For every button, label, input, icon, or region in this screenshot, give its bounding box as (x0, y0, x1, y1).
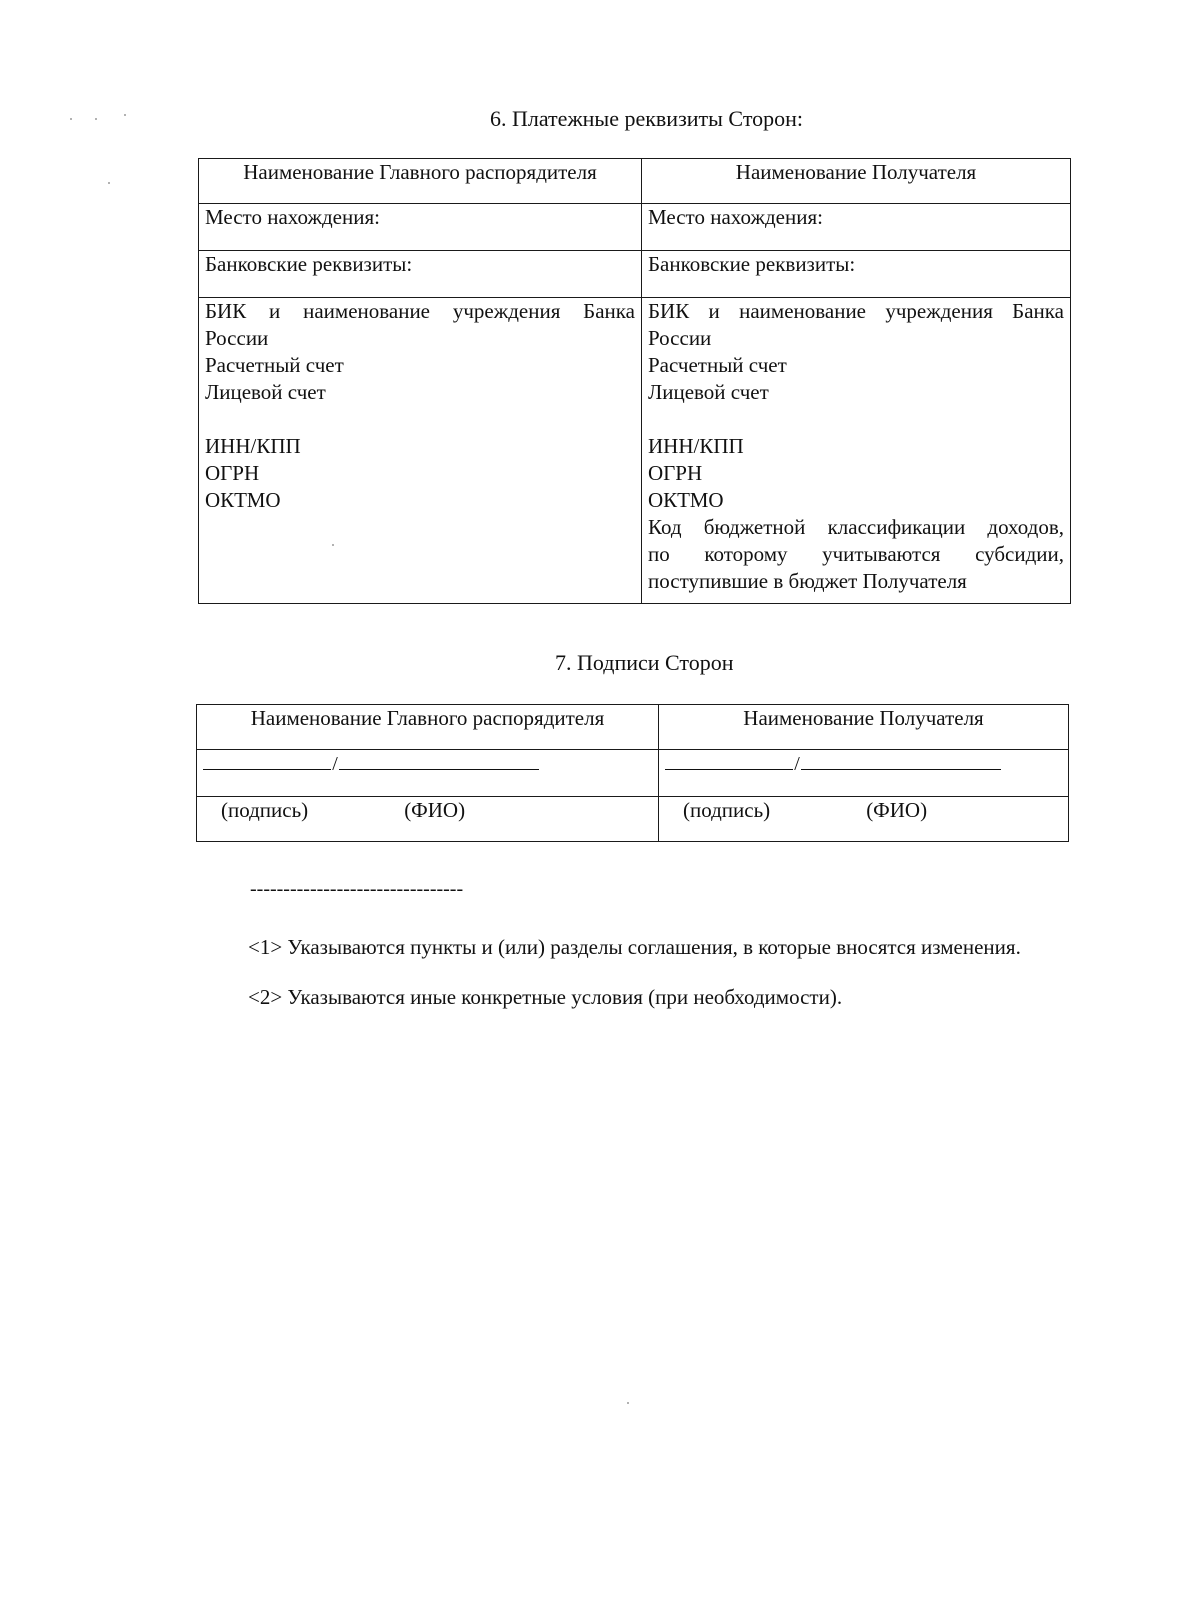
chief-administrator-name-label: Наименование Главного распорядителя (243, 160, 597, 184)
separator-slash: / (332, 753, 338, 775)
right-header-cell (642, 159, 1071, 204)
table-row (197, 750, 1069, 797)
section-6-title: 6. Платежные реквизиты Сторон: (490, 106, 804, 131)
scan-speck (108, 182, 110, 184)
footnote-2: <2> Указываются иные конкретные условия (при необходимости). (248, 985, 843, 1009)
scan-speck (124, 114, 126, 116)
signature-caption: (подпись) (221, 798, 309, 822)
ogrn-label: ОГРН (205, 461, 260, 485)
oktmo-label: ОКТМО (648, 488, 724, 512)
scan-speck (627, 1402, 629, 1404)
left-caption-cell (197, 797, 659, 842)
right-bank-cell (642, 251, 1071, 298)
ogrn-label: ОГРН (648, 461, 703, 485)
left-header-cell (197, 705, 659, 750)
section-7-title: 7. Подписи Сторон (555, 650, 734, 675)
recipient-name-label: Наименование Получателя (743, 706, 984, 730)
right-header-cell (659, 705, 1069, 750)
table-row (199, 298, 1071, 604)
signatures-table (196, 704, 1069, 842)
personal-account-label: Лицевой счет (648, 380, 769, 404)
separator-slash: / (794, 753, 800, 775)
bank-details-label: Банковские реквизиты: (205, 252, 413, 276)
right-location-cell (642, 204, 1071, 251)
kbk-label-continued: поступившие в бюджет Получателя (648, 569, 967, 593)
signature-blank (203, 751, 331, 770)
location-label: Место нахождения: (205, 205, 380, 229)
location-label: Место нахождения: (648, 205, 823, 229)
fio-caption: (ФИО) (866, 798, 928, 822)
table-row (199, 159, 1071, 204)
bank-details-label: Банковские реквизиты: (648, 252, 856, 276)
fio-caption: (ФИО) (404, 798, 466, 822)
left-requisites-cell (199, 298, 642, 604)
bik-label-continued: России (648, 326, 712, 350)
table-row (199, 251, 1071, 298)
bik-label: БИК и наименование учреждения Банка (648, 299, 1064, 323)
kbk-label: Код бюджетной классификации доходов, (648, 515, 1064, 539)
scan-speck (332, 544, 334, 546)
oktmo-label: ОКТМО (205, 488, 281, 512)
chief-administrator-name-label: Наименование Главного распорядителя (250, 706, 605, 730)
signature-blank (665, 751, 793, 770)
personal-account-label: Лицевой счет (205, 380, 326, 404)
scan-speck (95, 118, 97, 120)
right-signature-cell (659, 750, 1069, 797)
settlement-account-label: Расчетный счет (648, 353, 787, 377)
settlement-account-label: Расчетный счет (205, 353, 344, 377)
scan-speck (70, 118, 72, 120)
bik-label: БИК и наименование учреждения Банка (205, 299, 635, 323)
right-requisites-cell (642, 298, 1071, 604)
left-location-cell (199, 204, 642, 251)
right-caption-cell (659, 797, 1069, 842)
left-header-cell (199, 159, 642, 204)
recipient-name-label: Наименование Получателя (735, 160, 977, 184)
signature-caption: (подпись) (683, 798, 771, 822)
kbk-label-continued: по которому учитываются субсидии, (648, 542, 1064, 566)
table-row (197, 705, 1069, 750)
signature-line (203, 751, 539, 778)
table-row (199, 204, 1071, 251)
bik-label-continued: России (205, 326, 269, 350)
fio-blank (339, 751, 539, 770)
left-signature-cell (197, 750, 659, 797)
footnote-separator: -------------------------------- (250, 878, 464, 900)
signature-line (665, 751, 1001, 778)
footnote-1: <1> Указываются пункты и (или) разделы соглашения, в которые вносятся изменения. (248, 935, 1021, 959)
table-row (197, 797, 1069, 842)
left-bank-cell (199, 251, 642, 298)
payment-requisites-table (198, 158, 1071, 604)
inn-kpp-label: ИНН/КПП (648, 434, 744, 458)
fio-blank (801, 751, 1001, 770)
inn-kpp-label: ИНН/КПП (205, 434, 301, 458)
